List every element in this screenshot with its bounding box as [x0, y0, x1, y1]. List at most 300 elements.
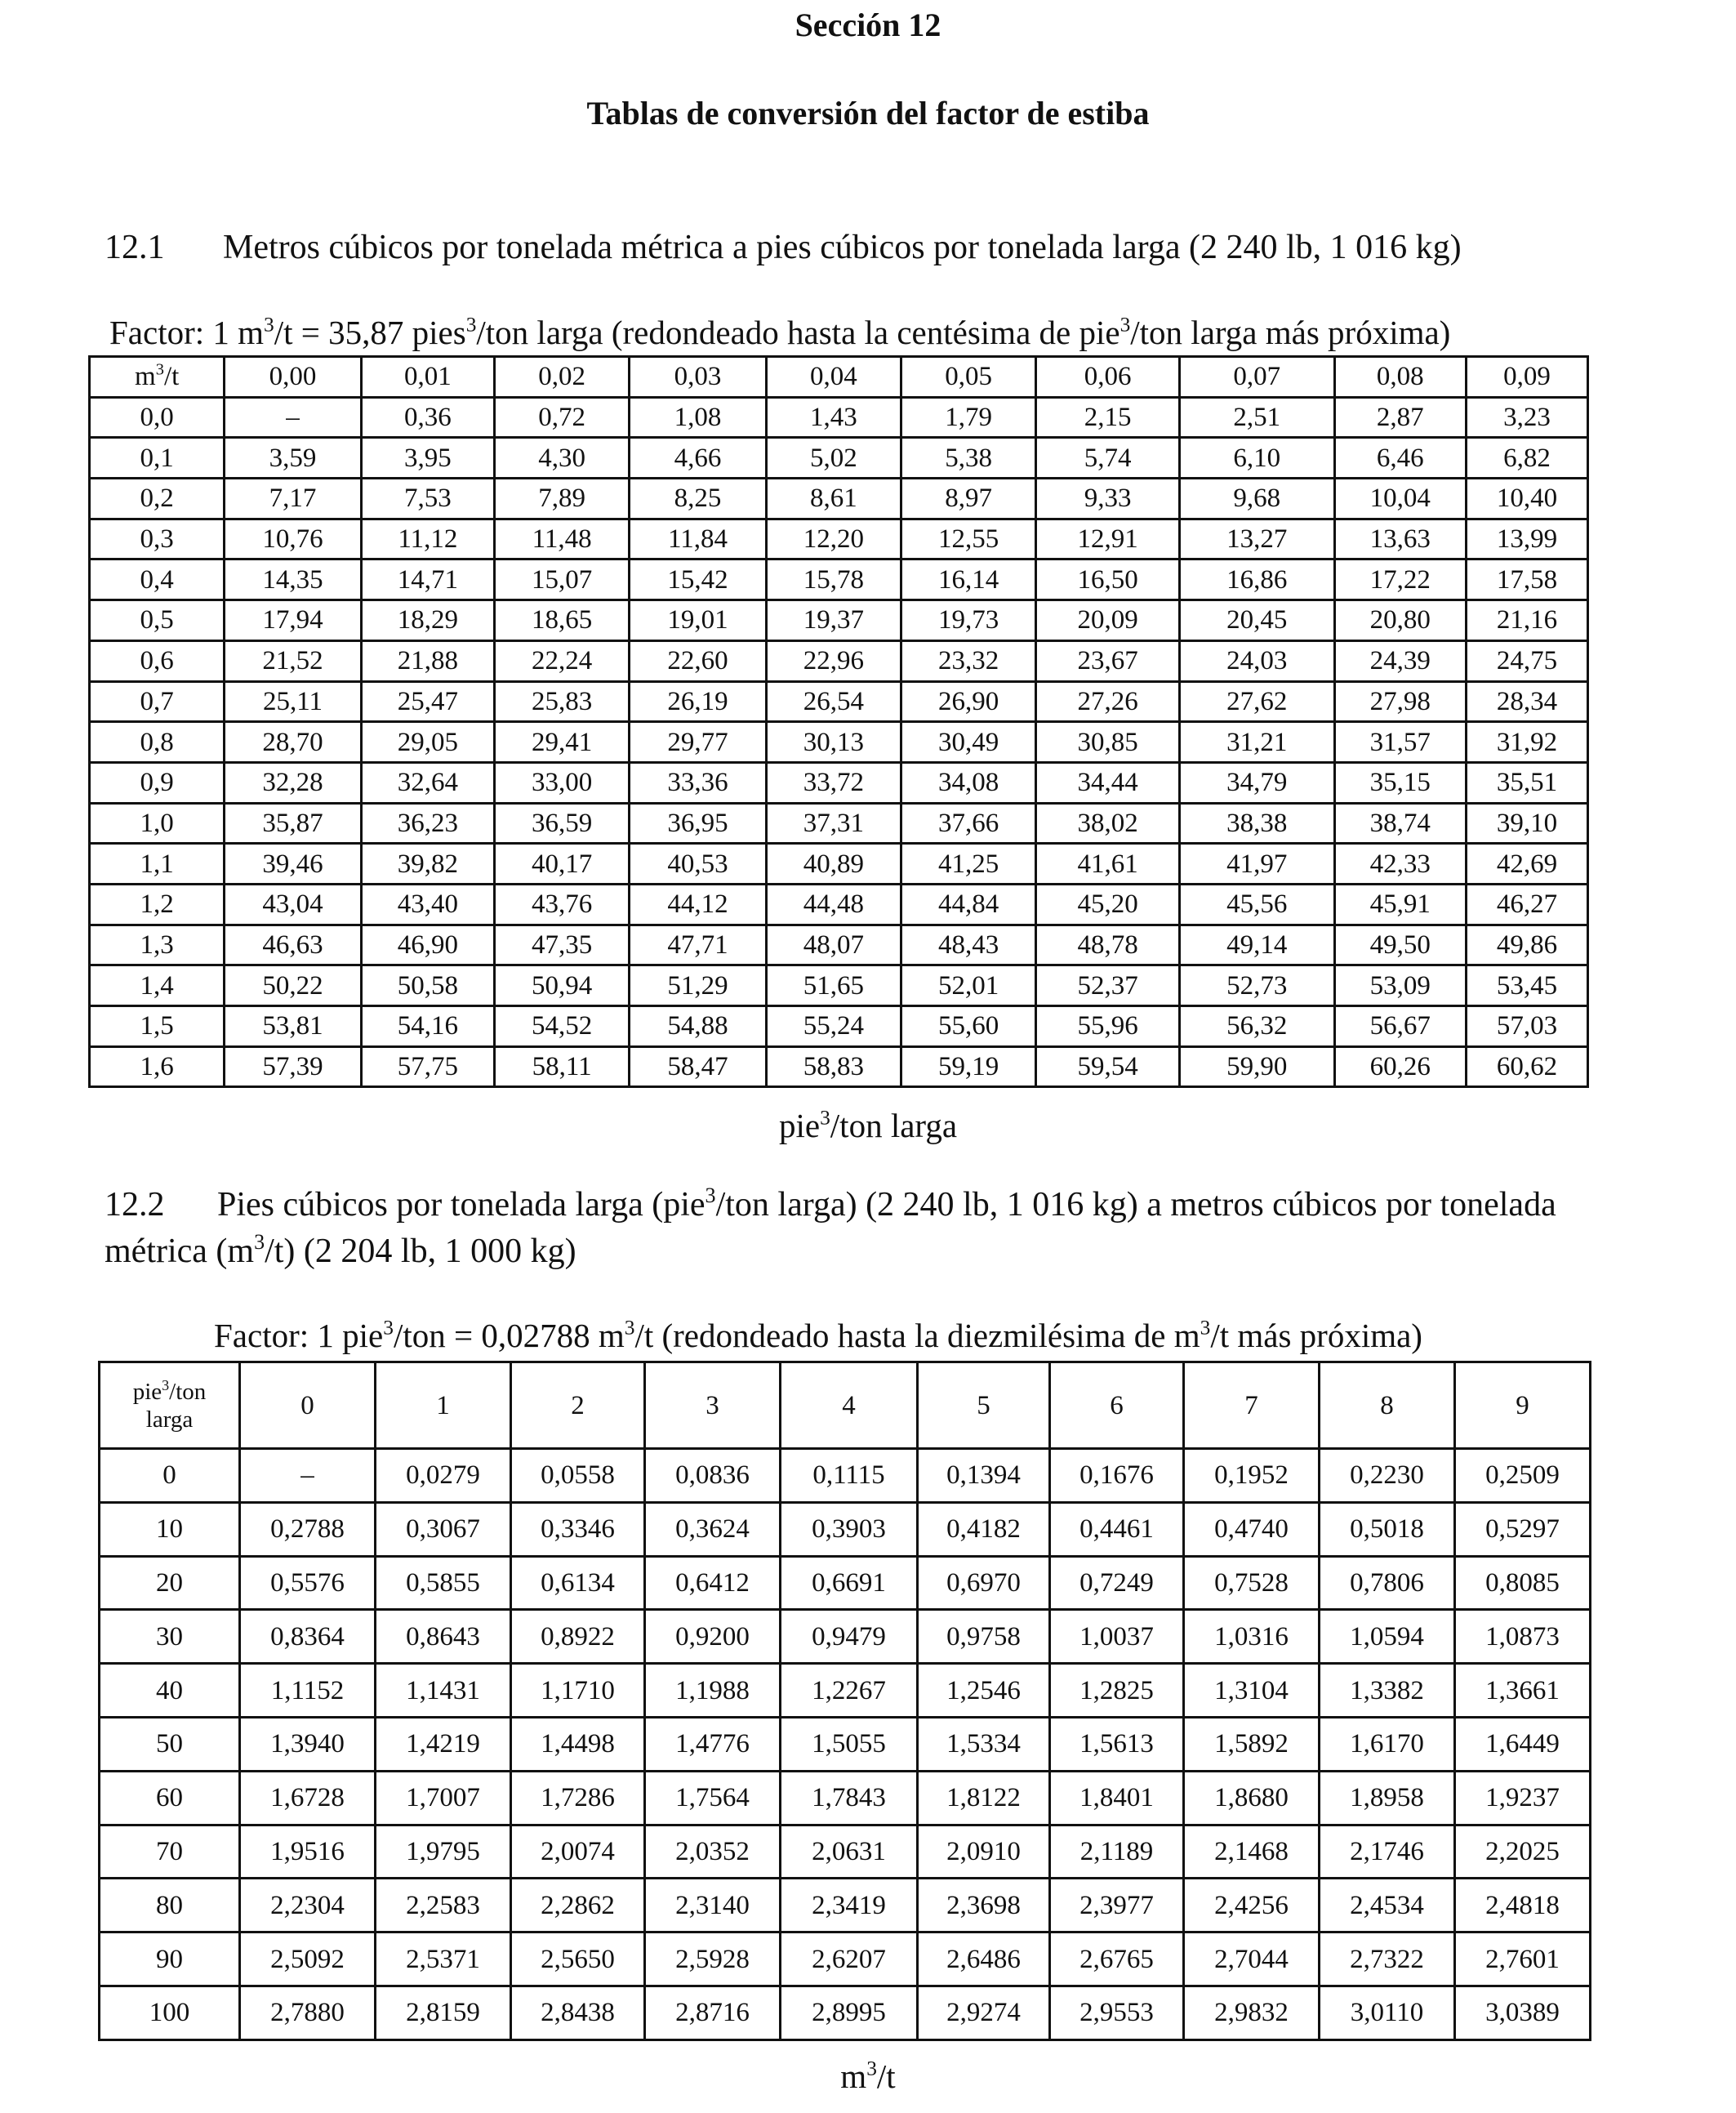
table-cell: 56,67	[1334, 1006, 1466, 1047]
table-cell: 10,04	[1334, 479, 1466, 519]
table-cell: 10,76	[225, 519, 361, 559]
table-cell: 14,71	[361, 559, 494, 600]
table-cell: 0,0558	[511, 1449, 645, 1503]
caption-text: /t	[876, 2057, 896, 2095]
table-row	[100, 1502, 1591, 1556]
table-cell: 1,6449	[1455, 1717, 1591, 1771]
table-cell: 0,7249	[1050, 1556, 1184, 1610]
table-row	[100, 1986, 1591, 2039]
table-cell: 1,2825	[1050, 1664, 1184, 1718]
table-cell: 34,79	[1179, 762, 1334, 803]
table-cell: 1,8122	[918, 1771, 1050, 1825]
column-header: 0,04	[766, 357, 901, 398]
table-cell: 32,64	[361, 762, 494, 803]
table-cell: 42,69	[1466, 844, 1587, 885]
table-cell: 19,37	[766, 600, 901, 641]
table-cell: 6,10	[1179, 438, 1334, 479]
table-cell: 6,46	[1334, 438, 1466, 479]
table-row	[90, 559, 1588, 600]
table-cell: 1,1152	[240, 1664, 376, 1718]
table-cell: 2,15	[1036, 397, 1180, 438]
table-cell: 0,8085	[1455, 1556, 1591, 1610]
table-cell: 2,8438	[511, 1986, 645, 2039]
table-cell: 7,53	[361, 479, 494, 519]
table-row	[90, 438, 1588, 479]
column-header: 1	[376, 1362, 511, 1449]
table-cell: 2,9832	[1184, 1986, 1320, 2039]
factor-text: /ton larga (redondeado hasta la centésima de pie	[476, 314, 1120, 351]
table-cell: 34,44	[1036, 762, 1180, 803]
corner-text: /ton	[169, 1378, 207, 1405]
table-cell: 1,8958	[1320, 1771, 1455, 1825]
table-row	[100, 1556, 1591, 1610]
table-cell: 54,52	[494, 1006, 629, 1047]
table-cell: 0,0279	[376, 1449, 511, 1503]
corner-text: pie	[132, 1378, 162, 1405]
table-cell: 0,6970	[918, 1556, 1050, 1610]
table-cell: 60,26	[1334, 1046, 1466, 1087]
table1-heading-text: Metros cúbicos por tonelada métrica a pies cúbicos por tonelada larga (2 240 lb, 1 016 kg)	[223, 229, 1462, 266]
table-cell: 36,59	[494, 803, 629, 844]
table-cell: 58,83	[766, 1046, 901, 1087]
table-cell: 7,89	[494, 479, 629, 519]
table-cell: 24,75	[1466, 640, 1587, 681]
table-cell: 2,4534	[1320, 1879, 1455, 1932]
header-row	[100, 1362, 1591, 1449]
table-cell: 0,0836	[645, 1449, 781, 1503]
table-row	[90, 803, 1588, 844]
table1-unit-caption	[0, 1103, 1736, 1148]
table-cell: 35,51	[1466, 762, 1587, 803]
column-header: 8	[1320, 1362, 1455, 1449]
table-cell: 44,84	[901, 884, 1035, 925]
table-cell: 38,74	[1334, 803, 1466, 844]
row-header: 0	[100, 1449, 240, 1503]
table-cell: 37,31	[766, 803, 901, 844]
table-cell: 18,29	[361, 600, 494, 641]
table-cell: 1,7843	[781, 1771, 918, 1825]
table-cell: 41,61	[1036, 844, 1180, 885]
corner-header	[100, 1362, 240, 1449]
table-cell: 0,2788	[240, 1502, 376, 1556]
table-row	[90, 844, 1588, 885]
table-cell: 3,23	[1466, 397, 1587, 438]
table-cell: 43,04	[225, 884, 361, 925]
column-header: 5	[918, 1362, 1050, 1449]
table-cell: 40,17	[494, 844, 629, 885]
factor-text: /t más próxima)	[1210, 1317, 1422, 1354]
table-cell: 58,11	[494, 1046, 629, 1087]
table-cell: 0,6134	[511, 1556, 645, 1610]
table-cell: 8,61	[766, 479, 901, 519]
table-cell: 43,76	[494, 884, 629, 925]
table-cell: 3,0389	[1455, 1986, 1591, 2039]
table-cell: 2,1468	[1184, 1825, 1320, 1879]
table-cell: 41,25	[901, 844, 1035, 885]
table-cell: 26,54	[766, 681, 901, 722]
column-header: 4	[781, 1362, 918, 1449]
table-cell: 1,1431	[376, 1664, 511, 1718]
table-cell: 2,3698	[918, 1879, 1050, 1932]
table-cell: 8,25	[630, 479, 766, 519]
row-header: 0,4	[90, 559, 225, 600]
table-cell: 2,0910	[918, 1825, 1050, 1879]
table-cell: 2,1189	[1050, 1825, 1184, 1879]
table-cell: 2,2583	[376, 1879, 511, 1932]
table-cell: 0,1676	[1050, 1449, 1184, 1503]
table-cell: 12,20	[766, 519, 901, 559]
corner-header	[90, 357, 225, 398]
table-cell: 23,67	[1036, 640, 1180, 681]
table-cell: 0,2230	[1320, 1449, 1455, 1503]
table1-number: 12.1	[105, 229, 165, 266]
column-header: 3	[645, 1362, 781, 1449]
row-header: 60	[100, 1771, 240, 1825]
table-cell: 49,14	[1179, 925, 1334, 965]
table-cell: 1,7007	[376, 1771, 511, 1825]
table-cell: 45,20	[1036, 884, 1180, 925]
heading-text: /ton larga) (2 240 lb, 1 016 kg) a metros cúbicos por tonelada métrica (m	[105, 1186, 1556, 1270]
caption-text: pie	[778, 1107, 821, 1144]
row-header: 0,5	[90, 600, 225, 641]
table-cell: 44,48	[766, 884, 901, 925]
table-cell: 5,74	[1036, 438, 1180, 479]
page-subtitle: Tablas de conversión del factor de estiba	[586, 95, 1150, 132]
table1-factor	[109, 310, 1450, 355]
table-cell: 47,35	[494, 925, 629, 965]
table-cell: 29,41	[494, 722, 629, 763]
table-cell: 2,9553	[1050, 1986, 1184, 2039]
table-cell: 33,00	[494, 762, 629, 803]
table-cell: 30,49	[901, 722, 1035, 763]
table-cell: 9,68	[1179, 479, 1334, 519]
table-cell: 2,7880	[240, 1986, 376, 2039]
column-header: 6	[1050, 1362, 1184, 1449]
table-cell: 20,80	[1334, 600, 1466, 641]
table-cell: 16,50	[1036, 559, 1180, 600]
table-cell: 13,99	[1466, 519, 1587, 559]
table-cell: 0,7806	[1320, 1556, 1455, 1610]
superscript: 3	[383, 1316, 394, 1340]
table-cell: 42,33	[1334, 844, 1466, 885]
table-cell: 1,6728	[240, 1771, 376, 1825]
table-cell: 9,33	[1036, 479, 1180, 519]
table-cell: 1,43	[766, 397, 901, 438]
table-cell: 39,46	[225, 844, 361, 885]
table-cell: 2,0631	[781, 1825, 918, 1879]
table-cell: 0,6691	[781, 1556, 918, 1610]
table-cell: 0,9479	[781, 1610, 918, 1664]
table-cell: 3,0110	[1320, 1986, 1455, 2039]
table-cell: 1,7564	[645, 1771, 781, 1825]
table-cell: 60,62	[1466, 1046, 1587, 1087]
table-cell: 1,2267	[781, 1664, 918, 1718]
table-cell: 11,12	[361, 519, 494, 559]
table-cell: 3,59	[225, 438, 361, 479]
table-cell: 21,88	[361, 640, 494, 681]
table-cell: 0,36	[361, 397, 494, 438]
factor-text: /t (redondeado hasta la diezmilésima de m	[634, 1317, 1200, 1354]
table-cell: 2,51	[1179, 397, 1334, 438]
factor-text: /t = 35,87 pies	[274, 314, 466, 351]
table-row	[90, 762, 1588, 803]
table-cell: 47,71	[630, 925, 766, 965]
row-header: 0,6	[90, 640, 225, 681]
table-cell: 0,4182	[918, 1502, 1050, 1556]
row-header: 0,9	[90, 762, 225, 803]
table-cell: 1,0594	[1320, 1610, 1455, 1664]
table-cell: 40,53	[630, 844, 766, 885]
table-cell: 2,3419	[781, 1879, 918, 1932]
table-cell: 5,38	[901, 438, 1035, 479]
row-header: 90	[100, 1932, 240, 1986]
header-row	[90, 357, 1588, 398]
table-cell: –	[240, 1449, 376, 1503]
table-cell: 28,70	[225, 722, 361, 763]
table-cell: 45,91	[1334, 884, 1466, 925]
table-cell: 26,90	[901, 681, 1035, 722]
table-cell: 23,32	[901, 640, 1035, 681]
table-cell: 36,23	[361, 803, 494, 844]
factor-text: Factor: 1 m	[109, 314, 265, 351]
superscript: 3	[820, 1106, 830, 1130]
table-cell: 17,58	[1466, 559, 1587, 600]
table-row	[100, 1717, 1591, 1771]
table-cell: 37,66	[901, 803, 1035, 844]
table-cell: 16,86	[1179, 559, 1334, 600]
table-cell: 2,5371	[376, 1932, 511, 1986]
table-cell: 4,66	[630, 438, 766, 479]
table-cell: 51,29	[630, 965, 766, 1006]
table-cell: 1,9795	[376, 1825, 511, 1879]
table-cell: 15,42	[630, 559, 766, 600]
table-cell: 59,90	[1179, 1046, 1334, 1087]
table-cell: 54,88	[630, 1006, 766, 1047]
table-cell: 40,89	[766, 844, 901, 885]
table-cell: 1,9237	[1455, 1771, 1591, 1825]
column-header: 0,01	[361, 357, 494, 398]
table-cell: 36,95	[630, 803, 766, 844]
table-cell: 2,1746	[1320, 1825, 1455, 1879]
table-cell: 0,5576	[240, 1556, 376, 1610]
table-cell: 26,19	[630, 681, 766, 722]
table2-factor	[214, 1313, 1422, 1358]
table-cell: 1,3382	[1320, 1664, 1455, 1718]
table-row	[100, 1932, 1591, 1986]
column-header: 0,07	[1179, 357, 1334, 398]
table-cell: 25,83	[494, 681, 629, 722]
table-cell: 39,10	[1466, 803, 1587, 844]
table-cell: 1,4776	[645, 1717, 781, 1771]
table-cell: 1,08	[630, 397, 766, 438]
table-cell: 2,6486	[918, 1932, 1050, 1986]
corner-text: /t	[163, 362, 180, 392]
table-cell: 13,27	[1179, 519, 1334, 559]
table-row	[90, 722, 1588, 763]
table-cell: 21,52	[225, 640, 361, 681]
superscript: 3	[465, 313, 477, 337]
table-row	[90, 640, 1588, 681]
superscript: 3	[162, 1376, 170, 1393]
table-row	[90, 925, 1588, 965]
column-header: 0,00	[225, 357, 361, 398]
table-cell: 4,30	[494, 438, 629, 479]
superscript: 3	[1119, 313, 1131, 337]
table-cell: 2,5092	[240, 1932, 376, 1986]
table-cell: 0,7528	[1184, 1556, 1320, 1610]
row-header: 1,4	[90, 965, 225, 1006]
table-cell: 2,8716	[645, 1986, 781, 2039]
table-cell: 0,1394	[918, 1449, 1050, 1503]
table-cell: 6,82	[1466, 438, 1587, 479]
table-cell: 48,78	[1036, 925, 1180, 965]
table-cell: 2,7044	[1184, 1932, 1320, 1986]
table-cell: 57,75	[361, 1046, 494, 1087]
table-cell: 50,58	[361, 965, 494, 1006]
row-header: 1,0	[90, 803, 225, 844]
row-header: 1,3	[90, 925, 225, 965]
table-cell: 29,05	[361, 722, 494, 763]
table-cell: 1,7286	[511, 1771, 645, 1825]
table-cell: 0,5018	[1320, 1502, 1455, 1556]
table-cell: 19,01	[630, 600, 766, 641]
table-cell: 2,5650	[511, 1932, 645, 1986]
table-row	[90, 681, 1588, 722]
table-cell: 30,13	[766, 722, 901, 763]
table-cell: 2,6207	[781, 1932, 918, 1986]
table-row	[100, 1771, 1591, 1825]
table-cell: 2,3977	[1050, 1879, 1184, 1932]
table-cell: 0,4740	[1184, 1502, 1320, 1556]
row-header: 0,8	[90, 722, 225, 763]
factor-text: /ton = 0,02788 m	[393, 1317, 625, 1354]
heading-text: /t) (2 204 lb, 1 000 kg)	[265, 1233, 576, 1270]
table-cell: 5,02	[766, 438, 901, 479]
superscript: 3	[705, 1183, 716, 1207]
table-cell: 22,24	[494, 640, 629, 681]
table-cell: 12,91	[1036, 519, 1180, 559]
table-cell: 3,95	[361, 438, 494, 479]
table-cell: 2,7601	[1455, 1932, 1591, 1986]
table-cell: 0,9200	[645, 1610, 781, 1664]
table-row	[100, 1610, 1591, 1664]
row-header: 1,5	[90, 1006, 225, 1047]
table-row	[90, 519, 1588, 559]
table-cell: 7,17	[225, 479, 361, 519]
table-row	[90, 965, 1588, 1006]
column-header: 0,06	[1036, 357, 1180, 398]
table-cell: 24,39	[1334, 640, 1466, 681]
table-cell: 2,2025	[1455, 1825, 1591, 1879]
table-cell: 50,94	[494, 965, 629, 1006]
table-cell: 1,8680	[1184, 1771, 1320, 1825]
table-cell: 1,3661	[1455, 1664, 1591, 1718]
table-cell: 0,8643	[376, 1610, 511, 1664]
table-cell: 25,11	[225, 681, 361, 722]
table-cell: 19,73	[901, 600, 1035, 641]
table2-heading	[105, 1182, 1599, 1275]
row-header: 80	[100, 1879, 240, 1932]
table2-number: 12.2	[105, 1186, 165, 1224]
table-cell: 8,97	[901, 479, 1035, 519]
table-cell: 2,2304	[240, 1879, 376, 1932]
table-cell: 15,07	[494, 559, 629, 600]
table-cell: 0,5297	[1455, 1502, 1591, 1556]
table-cell: 1,5334	[918, 1717, 1050, 1771]
factor-text: Factor: 1 pie	[214, 1317, 384, 1354]
column-header: 7	[1184, 1362, 1320, 1449]
table-cell: 18,65	[494, 600, 629, 641]
table-cell: 33,72	[766, 762, 901, 803]
table-cell: 1,9516	[240, 1825, 376, 1879]
table-cell: 49,86	[1466, 925, 1587, 965]
superscript: 3	[155, 360, 164, 379]
table-cell: 1,1710	[511, 1664, 645, 1718]
table-cell: 35,87	[225, 803, 361, 844]
table-cell: 2,2862	[511, 1879, 645, 1932]
table-cell: 30,85	[1036, 722, 1180, 763]
table-cell: 0,1952	[1184, 1449, 1320, 1503]
table-cell: 1,4498	[511, 1717, 645, 1771]
table-cell: 38,02	[1036, 803, 1180, 844]
table-cell: 27,26	[1036, 681, 1180, 722]
row-header: 40	[100, 1664, 240, 1718]
table-cell: 0,3903	[781, 1502, 918, 1556]
table-cell: 39,82	[361, 844, 494, 885]
table-cell: 59,19	[901, 1046, 1035, 1087]
table-cell: 2,8159	[376, 1986, 511, 2039]
table-cell: 2,3140	[645, 1879, 781, 1932]
table-cell: 11,84	[630, 519, 766, 559]
column-header: 0,02	[494, 357, 629, 398]
table-row	[100, 1879, 1591, 1932]
table-cell: 1,0316	[1184, 1610, 1320, 1664]
table-cell: 34,08	[901, 762, 1035, 803]
table-cell: 1,8401	[1050, 1771, 1184, 1825]
table-cell: 27,98	[1334, 681, 1466, 722]
table-cell: 1,3940	[240, 1717, 376, 1771]
table-cell: 58,47	[630, 1046, 766, 1087]
table-cell: 0,3624	[645, 1502, 781, 1556]
table-cell: 1,4219	[376, 1717, 511, 1771]
table-cell: 29,77	[630, 722, 766, 763]
table-cell: 55,96	[1036, 1006, 1180, 1047]
table-cell: 48,43	[901, 925, 1035, 965]
table-cell: 20,09	[1036, 600, 1180, 641]
superscript: 3	[264, 313, 274, 337]
table-cell: 0,5855	[376, 1556, 511, 1610]
table-cell: 25,47	[361, 681, 494, 722]
row-header: 0,0	[90, 397, 225, 438]
table-cell: 1,5613	[1050, 1717, 1184, 1771]
factor-text: /ton larga más próxima)	[1130, 314, 1451, 351]
heading-text: Pies cúbicos por tonelada larga (pie	[217, 1186, 706, 1224]
table-cell: 2,5928	[645, 1932, 781, 1986]
row-header: 1,1	[90, 844, 225, 885]
conversion-table-ft3-to-m3t	[98, 1361, 1591, 2041]
table-cell: 41,97	[1179, 844, 1334, 885]
row-header: 100	[100, 1986, 240, 2039]
table-cell: 20,45	[1179, 600, 1334, 641]
table-row	[90, 884, 1588, 925]
table-cell: 12,55	[901, 519, 1035, 559]
table-cell: 11,48	[494, 519, 629, 559]
column-header: 0,08	[1334, 357, 1466, 398]
table-row	[90, 479, 1588, 519]
row-header: 20	[100, 1556, 240, 1610]
table-cell: 45,56	[1179, 884, 1334, 925]
row-header: 30	[100, 1610, 240, 1664]
